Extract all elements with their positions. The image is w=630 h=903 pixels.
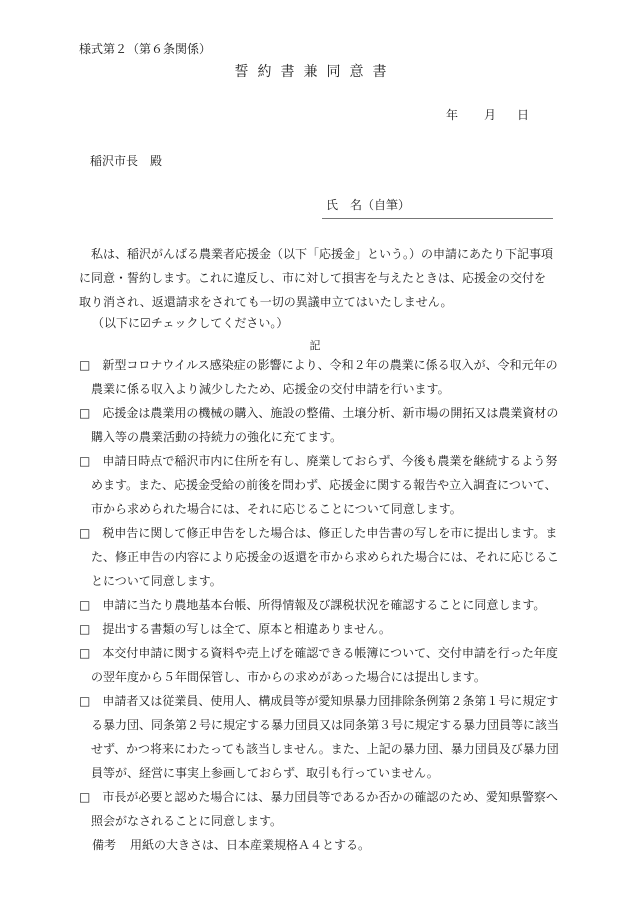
- pledge-item: [79, 617, 559, 641]
- check-instruction: （以下に☑チェックしてください。）: [92, 316, 289, 330]
- pledge-item: [79, 641, 559, 689]
- checkbox[interactable]: □: [79, 406, 103, 420]
- pledge-item: [79, 689, 559, 785]
- pledge-item-text: 本交付申請に関する資料や売上げを確認できる帳簿について、交付申請を行った年度の翌年度から５年間保管し、市からの求めがあった場合には提出します。: [91, 646, 558, 684]
- pledge-item-text: 税申告に関して修正申告をした場合は、修正した申告書の写しを市に提出します。また、修正申告の内容により応援金の返還を市から求められた場合には、それに応じることについて同意します。: [91, 526, 560, 588]
- checkbox[interactable]: □: [79, 358, 103, 372]
- checkbox[interactable]: □: [79, 598, 103, 612]
- intro-paragraph: 私は、稲沢がんばる農業者応援金（以下「応援金」という。）の申請にあたり下記事項に同意・誓約します。これに違反し、市に対して損害を与えたときは、応援金の交付を取り消され、返還請求をされても一切の異議申立てはいたしません。: [79, 247, 554, 309]
- note-label: 備考: [92, 838, 117, 852]
- checkbox[interactable]: □: [79, 646, 103, 660]
- pledge-item-text: 提出する書類の写しは全て、原本と相違ありません。: [102, 622, 391, 636]
- pledge-item-text: 応援金は農業用の機械の購入、施設の整備、土壌分析、新市場の開拓又は農業資材の購入等の農業活動の持続力の強化に充てます。: [91, 406, 559, 444]
- pledge-item: [79, 593, 559, 617]
- checkbox[interactable]: □: [79, 622, 103, 636]
- pledge-item: [79, 785, 559, 833]
- form-number: 様式第２（第６条関係）: [79, 42, 212, 56]
- pledge-item: [79, 353, 559, 401]
- signature-label: 氏 名（自筆）: [326, 198, 411, 212]
- signature-line[interactable]: [322, 218, 553, 219]
- pledge-item-text: 申請日時点で稲沢市内に住所を有し、廃業しておらず、今後も農業を継続するよう努めます。また、応援金受給の前後を問わず、応援金に関する報告や立入調査について、市から求められた場合には、それに応じることについて同意します。: [91, 454, 558, 516]
- note-text: 用紙の大きさは、日本産業規格Ａ４とする。: [130, 838, 371, 852]
- document-title: 誓約書兼同意書: [234, 64, 396, 80]
- pledge-item-text: 申請者又は従業員、使用人、構成員等が愛知県暴力団排除条例第２条第１号に規定する暴力団、同条第２号に規定する暴力団員又は同条第３号に規定する暴力団員等に該当せず、かつ将来にわたっても該当しません。また、上記の暴力団、暴力団員及び暴力団員等が、経営に事実上参画しておらず、取引も行っていません。: [91, 694, 560, 780]
- pledge-list: [79, 353, 559, 833]
- pledge-item: [79, 521, 559, 593]
- pledge-item: [79, 401, 559, 449]
- pledge-item: [79, 449, 559, 521]
- checkbox[interactable]: □: [79, 790, 103, 804]
- note: [92, 836, 370, 853]
- checkbox[interactable]: □: [79, 526, 103, 540]
- pledge-item-text: 市長が必要と認めた場合には、暴力団員等であるか否かの確認のため、愛知県警察へ照会がなされることに同意します。: [91, 790, 558, 828]
- date-month-label: 月: [484, 108, 497, 122]
- pledge-item-text: 新型コロナウイルス感染症の影響により、令和２年の農業に係る収入が、令和元年の農業に係る収入より減少したため、応援金の交付申請を行います。: [91, 358, 558, 396]
- date-year-label: 年: [446, 108, 459, 122]
- ki-heading: 記: [309, 339, 321, 352]
- addressee: 稲沢市長 殿: [90, 154, 163, 168]
- pledge-item-text: 申請に当たり農地基本台帳、所得情報及び課税状況を確認することに同意します。: [102, 598, 546, 612]
- checkbox[interactable]: □: [79, 694, 103, 708]
- checkbox[interactable]: □: [79, 454, 103, 468]
- date-day-label: 日: [517, 108, 530, 122]
